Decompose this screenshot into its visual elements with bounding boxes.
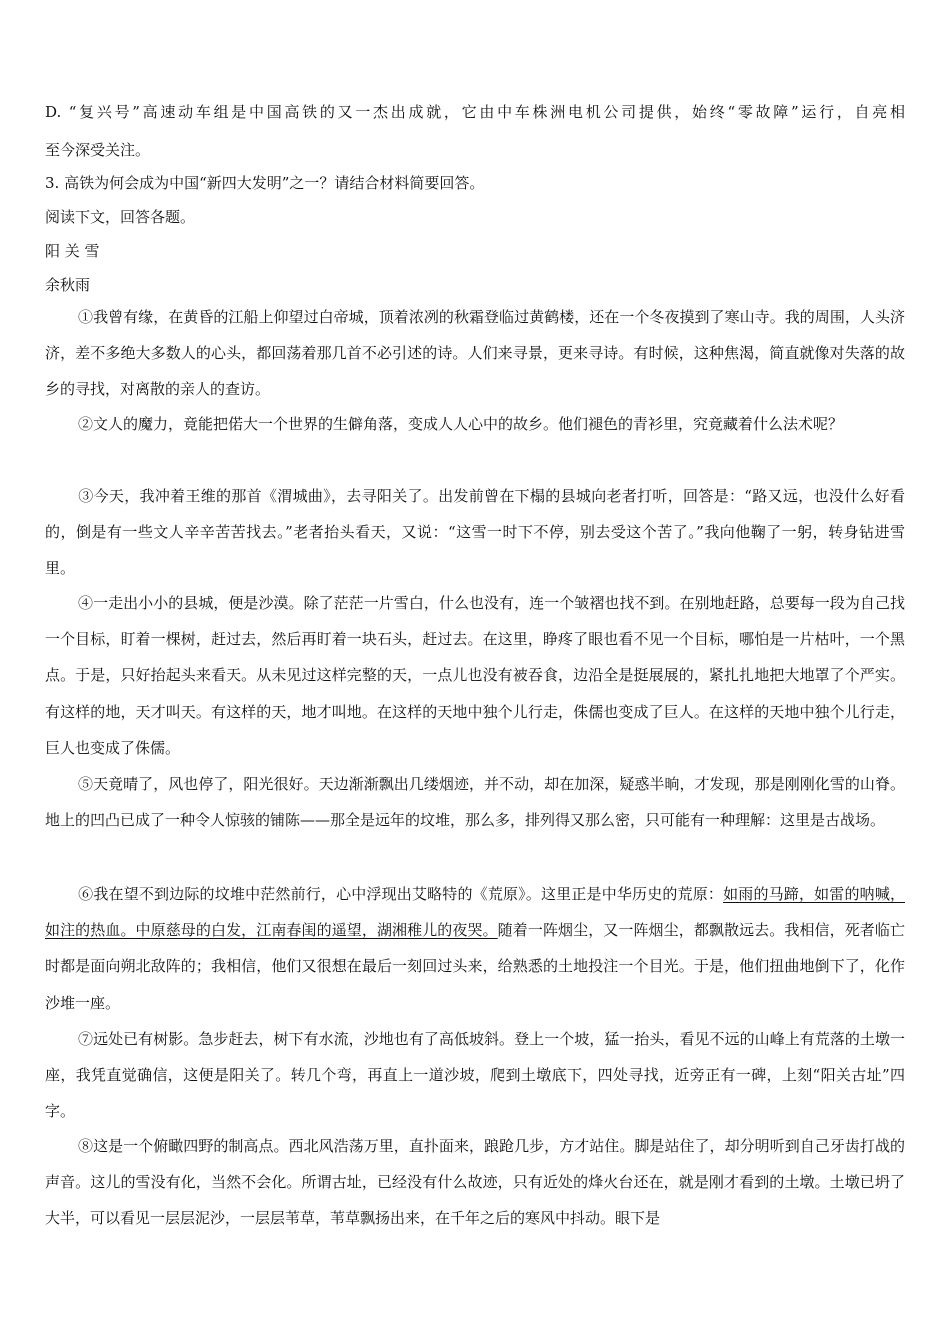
reading-instruction: 阅读下文，回答各题。 bbox=[45, 208, 196, 226]
paragraph-1: ①我曾有缘，在黄昏的江船上仰望过白帝城，顶着浓冽的秋霜登临过黄鹤楼，还在一个冬夜摸到了寒山寺。我的周围，人头济济，差不多绝大多数人的心头，都回荡着那几首不必引述的诗。人们来寻景，更来寻诗。有时候，这种焦渴，简直就像对失落的故乡的寻找，对离散的亲人的查访。 bbox=[45, 308, 905, 399]
paragraph-8: ⑧这是一个俯瞰四野的制高点。西北风浩荡万里，直扑面来，踉跄几步，方才站住。脚是站住了，却分明听到自己牙齿打战的声音。这儿的雪没有化，当然不会化。所谓古址，已经没有什么故迹，只有近处的烽火台还在，就是刚才看到的土墩。土墩已坍了大半，可以看见一层层泥沙，一层层苇草，苇草飘扬出来，在千年之后的寒风中抖动。眼下是 bbox=[45, 1137, 905, 1228]
option-d-line1: D. “复兴号”高速动车组是中国高铁的又一杰出成就，它由中车株洲电机公司提供，始终“零故障”运行，自亮相 bbox=[45, 103, 905, 121]
paragraph-2: ②文人的魔力，竟能把偌大一个世界的生僻角落，变成人人心中的故乡。他们褪色的青衫里，究竟藏着什么法术呢？ bbox=[78, 415, 844, 433]
option-d-line2: 至今深受关注。 bbox=[45, 141, 151, 159]
paragraph-7: ⑦远处已有树影。急步赶去，树下有水流，沙地也有了高低坡斜。登上一个坡，猛一抬头，看见不远的山峰上有荒落的土墩一座，我凭直觉确信，这便是阳关了。转几个弯，再直上一道沙坡，爬到土墩底下，四处寻找，近旁正有一碑，上刻“阳关古址”四字。 bbox=[45, 1030, 905, 1121]
paragraph-4: ④一走出小小的县城，便是沙漠。除了茫茫一片雪白，什么也没有，连一个皱褶也找不到。在别地赶路，总要每一段为自己找一个目标，盯着一棵树，赶过去，然后再盯着一块石头，赶过去。在这里，睁疼了眼也看不见一个目标，哪怕是一片枯叶，一个黑点。于是，只好抬起头来看天。从未见过这样完整的天，一点儿也没有被吞食，边沿全是挺展展的，紧扎扎地把大地罩了个严实。有这样的地，天才叫天。有这样的天，地才叫地。在这样的天地中独个儿行走，侏儒也变成了巨人。在这样的天地中独个儿行走，巨人也变成了侏儒。 bbox=[45, 594, 905, 757]
paragraph-5: ⑤天竟晴了，风也停了，阳光很好。天边渐渐飘出几缕烟迹，并不动，却在加深，疑惑半晌，才发现，那是刚刚化雪的山脊。地上的凹凸已成了一种令人惊骇的铺陈——那全是远年的坟堆，那么多，排列得又那么密，只可能有一种理解：这里是古战场。 bbox=[45, 775, 905, 830]
question-3: 3. 高铁为何会成为中国“新四大发明”之一？请结合材料简要回答。 bbox=[45, 174, 485, 192]
article-author: 余秋雨 bbox=[45, 276, 91, 294]
article-title: 阳 关 雪 bbox=[45, 242, 100, 260]
paragraph-6: ⑥我在望不到边际的坟堆中茫然前行，心中浮现出艾略特的《荒原》。这里正是中华历史的荒原：如雨的马蹄，如雷的呐喊，如注的热血。中原慈母的白发，江南春闺的遥望，湖湘稚儿的夜哭。随着一阵烟尘，又一阵烟尘，都飘散远去。我相信，死者临亡时都是面向朔北敌阵的；我相信，他们又很想在最后一刻回过头来，给熟悉的土地投注一个目光。于是，他们扭曲地倒下了，化作沙堆一座。 bbox=[45, 885, 905, 1012]
underlined-passage: 如雨的马蹄，如雷的呐喊，如注的热血。中原慈母的白发，江南春闺的遥望，湖湘稚儿的夜哭。 bbox=[45, 885, 905, 940]
paragraph-3: ③今天，我冲着王维的那首《渭城曲》，去寻阳关了。出发前曾在下榻的县城向老者打听，回答是：“路又远，也没什么好看的，倒是有一些文人辛辛苦苦找去。”老者抬头看天，又说：“这雪一时下不停，别去受这个苦了。”我向他鞠了一躬，转身钻进雪里。 bbox=[45, 487, 905, 578]
